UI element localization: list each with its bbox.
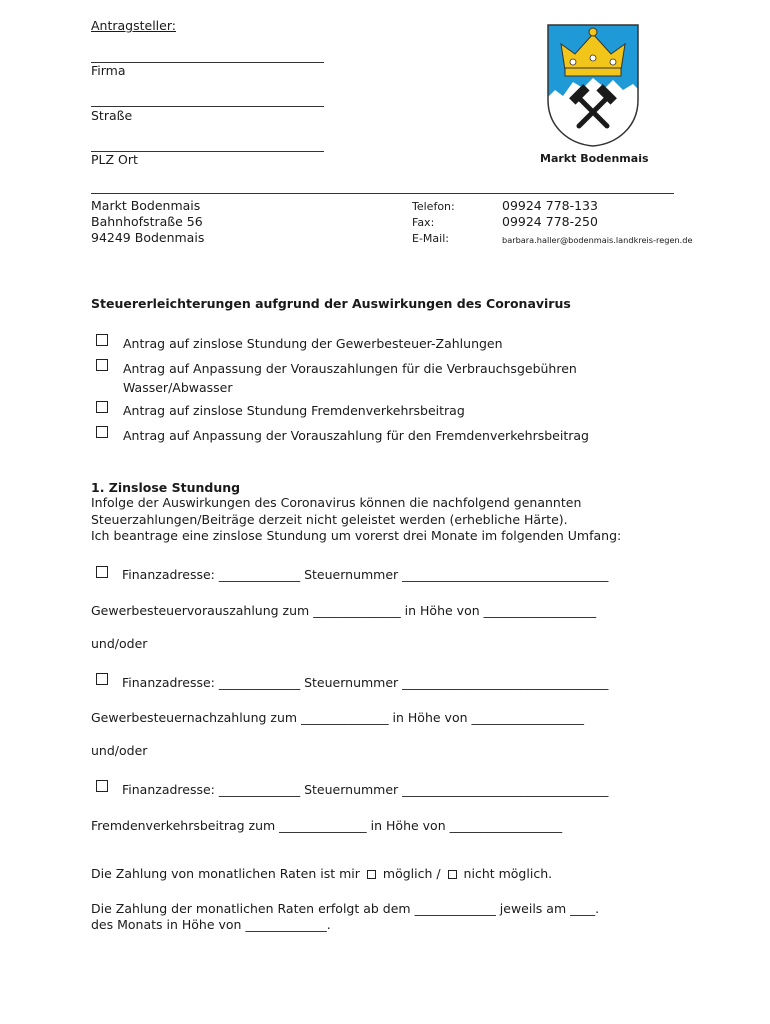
intro-line-1: Infolge der Auswirkungen des Coronavirus können die nachfolgend genannten (91, 495, 582, 510)
address-line-2: Bahnhofstraße 56 (91, 214, 203, 229)
address-line-3: 94249 Bodenmais (91, 230, 205, 245)
finanz-line-1[interactable]: Finanzadresse: _____________ Steuernummer _________________________________ (122, 567, 609, 582)
rates-possible-checkbox[interactable] (367, 870, 376, 879)
fax-value: 09924 778-250 (502, 214, 598, 229)
strasse-label: Straße (91, 108, 133, 123)
option-label-2: Antrag auf Anpassung der Vorauszahlungen für die Verbrauchsgebühren (123, 361, 577, 376)
option-label-4: Antrag auf Anpassung der Vorauszahlung für den Fremdenverkehrsbeitrag (123, 428, 589, 443)
rates-line-1 (91, 866, 552, 881)
form-title: Steuererleichterungen aufgrund der Auswirkungen des Coronavirus (91, 296, 571, 311)
rates-line-3[interactable]: des Monats in Höhe von _____________. (91, 917, 331, 932)
firma-label: Firma (91, 63, 126, 78)
authority-address (91, 198, 204, 246)
applicant-heading: Antragsteller: (91, 18, 176, 33)
gewerbesteuer-nachzahlung-row[interactable]: Gewerbesteuernachzahlung zum ______________ in Höhe von __________________ (91, 710, 584, 725)
gewerbesteuer-vorauszahlung-row[interactable]: Gewerbesteuervorauszahlung zum ______________ in Höhe von __________________ (91, 603, 597, 618)
rates-line-2[interactable]: Die Zahlung der monatlichen Raten erfolgt ab dem _____________ jeweils am ____. (91, 901, 600, 916)
option-label-1: Antrag auf zinslose Stundung der Gewerbesteuer-Zahlungen (123, 336, 503, 351)
rates-possible-label: möglich / (382, 866, 441, 881)
rates-not-possible-label: nicht möglich. (463, 866, 553, 881)
option-checkbox-1[interactable] (96, 334, 108, 346)
and-or-1: und/oder (91, 636, 148, 651)
option-label-2-cont: Wasser/Abwasser (123, 380, 233, 395)
intro-line-3: Ich beantrage eine zinslose Stundung um vorerst drei Monate im folgenden Umfang: (91, 528, 622, 543)
email-value[interactable]: barbara.haller@bodenmais.landkreis-regen.de (502, 235, 693, 245)
strasse-line[interactable] (91, 106, 324, 107)
finanz-checkbox-1[interactable] (96, 566, 108, 578)
option-checkbox-3[interactable] (96, 401, 108, 413)
phone-label: Telefon: (412, 200, 455, 213)
header-divider (91, 193, 674, 194)
plz-ort-label: PLZ Ort (91, 152, 138, 167)
option-checkbox-2[interactable] (96, 359, 108, 371)
fremdenverkehrsbeitrag-row[interactable]: Fremdenverkehrsbeitrag zum ______________ in Höhe von __________________ (91, 818, 563, 833)
fax-label: Fax: (412, 216, 435, 229)
option-label-3: Antrag auf zinslose Stundung Fremdenverkehrsbeitrag (123, 403, 465, 418)
intro-line-2: Steuerzahlungen/Beiträge derzeit nicht geleistet werden (erhebliche Härte). (91, 511, 568, 527)
section1-intro (91, 495, 621, 545)
finanz-checkbox-2[interactable] (96, 673, 108, 685)
email-label: E-Mail: (412, 232, 449, 245)
firma-line[interactable] (91, 62, 324, 63)
finanz-line-2[interactable]: Finanzadresse: _____________ Steuernummer _________________________________ (122, 675, 609, 690)
finanz-line-3[interactable]: Finanzadresse: _____________ Steuernummer _________________________________ (122, 782, 609, 797)
address-line-1: Markt Bodenmais (91, 198, 201, 213)
and-or-2: und/oder (91, 743, 148, 758)
rates-line-1-text: Die Zahlung von monatlichen Raten ist mir (91, 866, 360, 881)
coat-of-arms-icon (545, 22, 641, 148)
phone-value: 09924 778-133 (502, 198, 598, 213)
option-checkbox-4[interactable] (96, 426, 108, 438)
coat-of-arms-caption: Markt Bodenmais (540, 152, 649, 165)
section1-heading: 1. Zinslose Stundung (91, 480, 241, 495)
finanz-checkbox-3[interactable] (96, 780, 108, 792)
rates-not-possible-checkbox[interactable] (448, 870, 457, 879)
